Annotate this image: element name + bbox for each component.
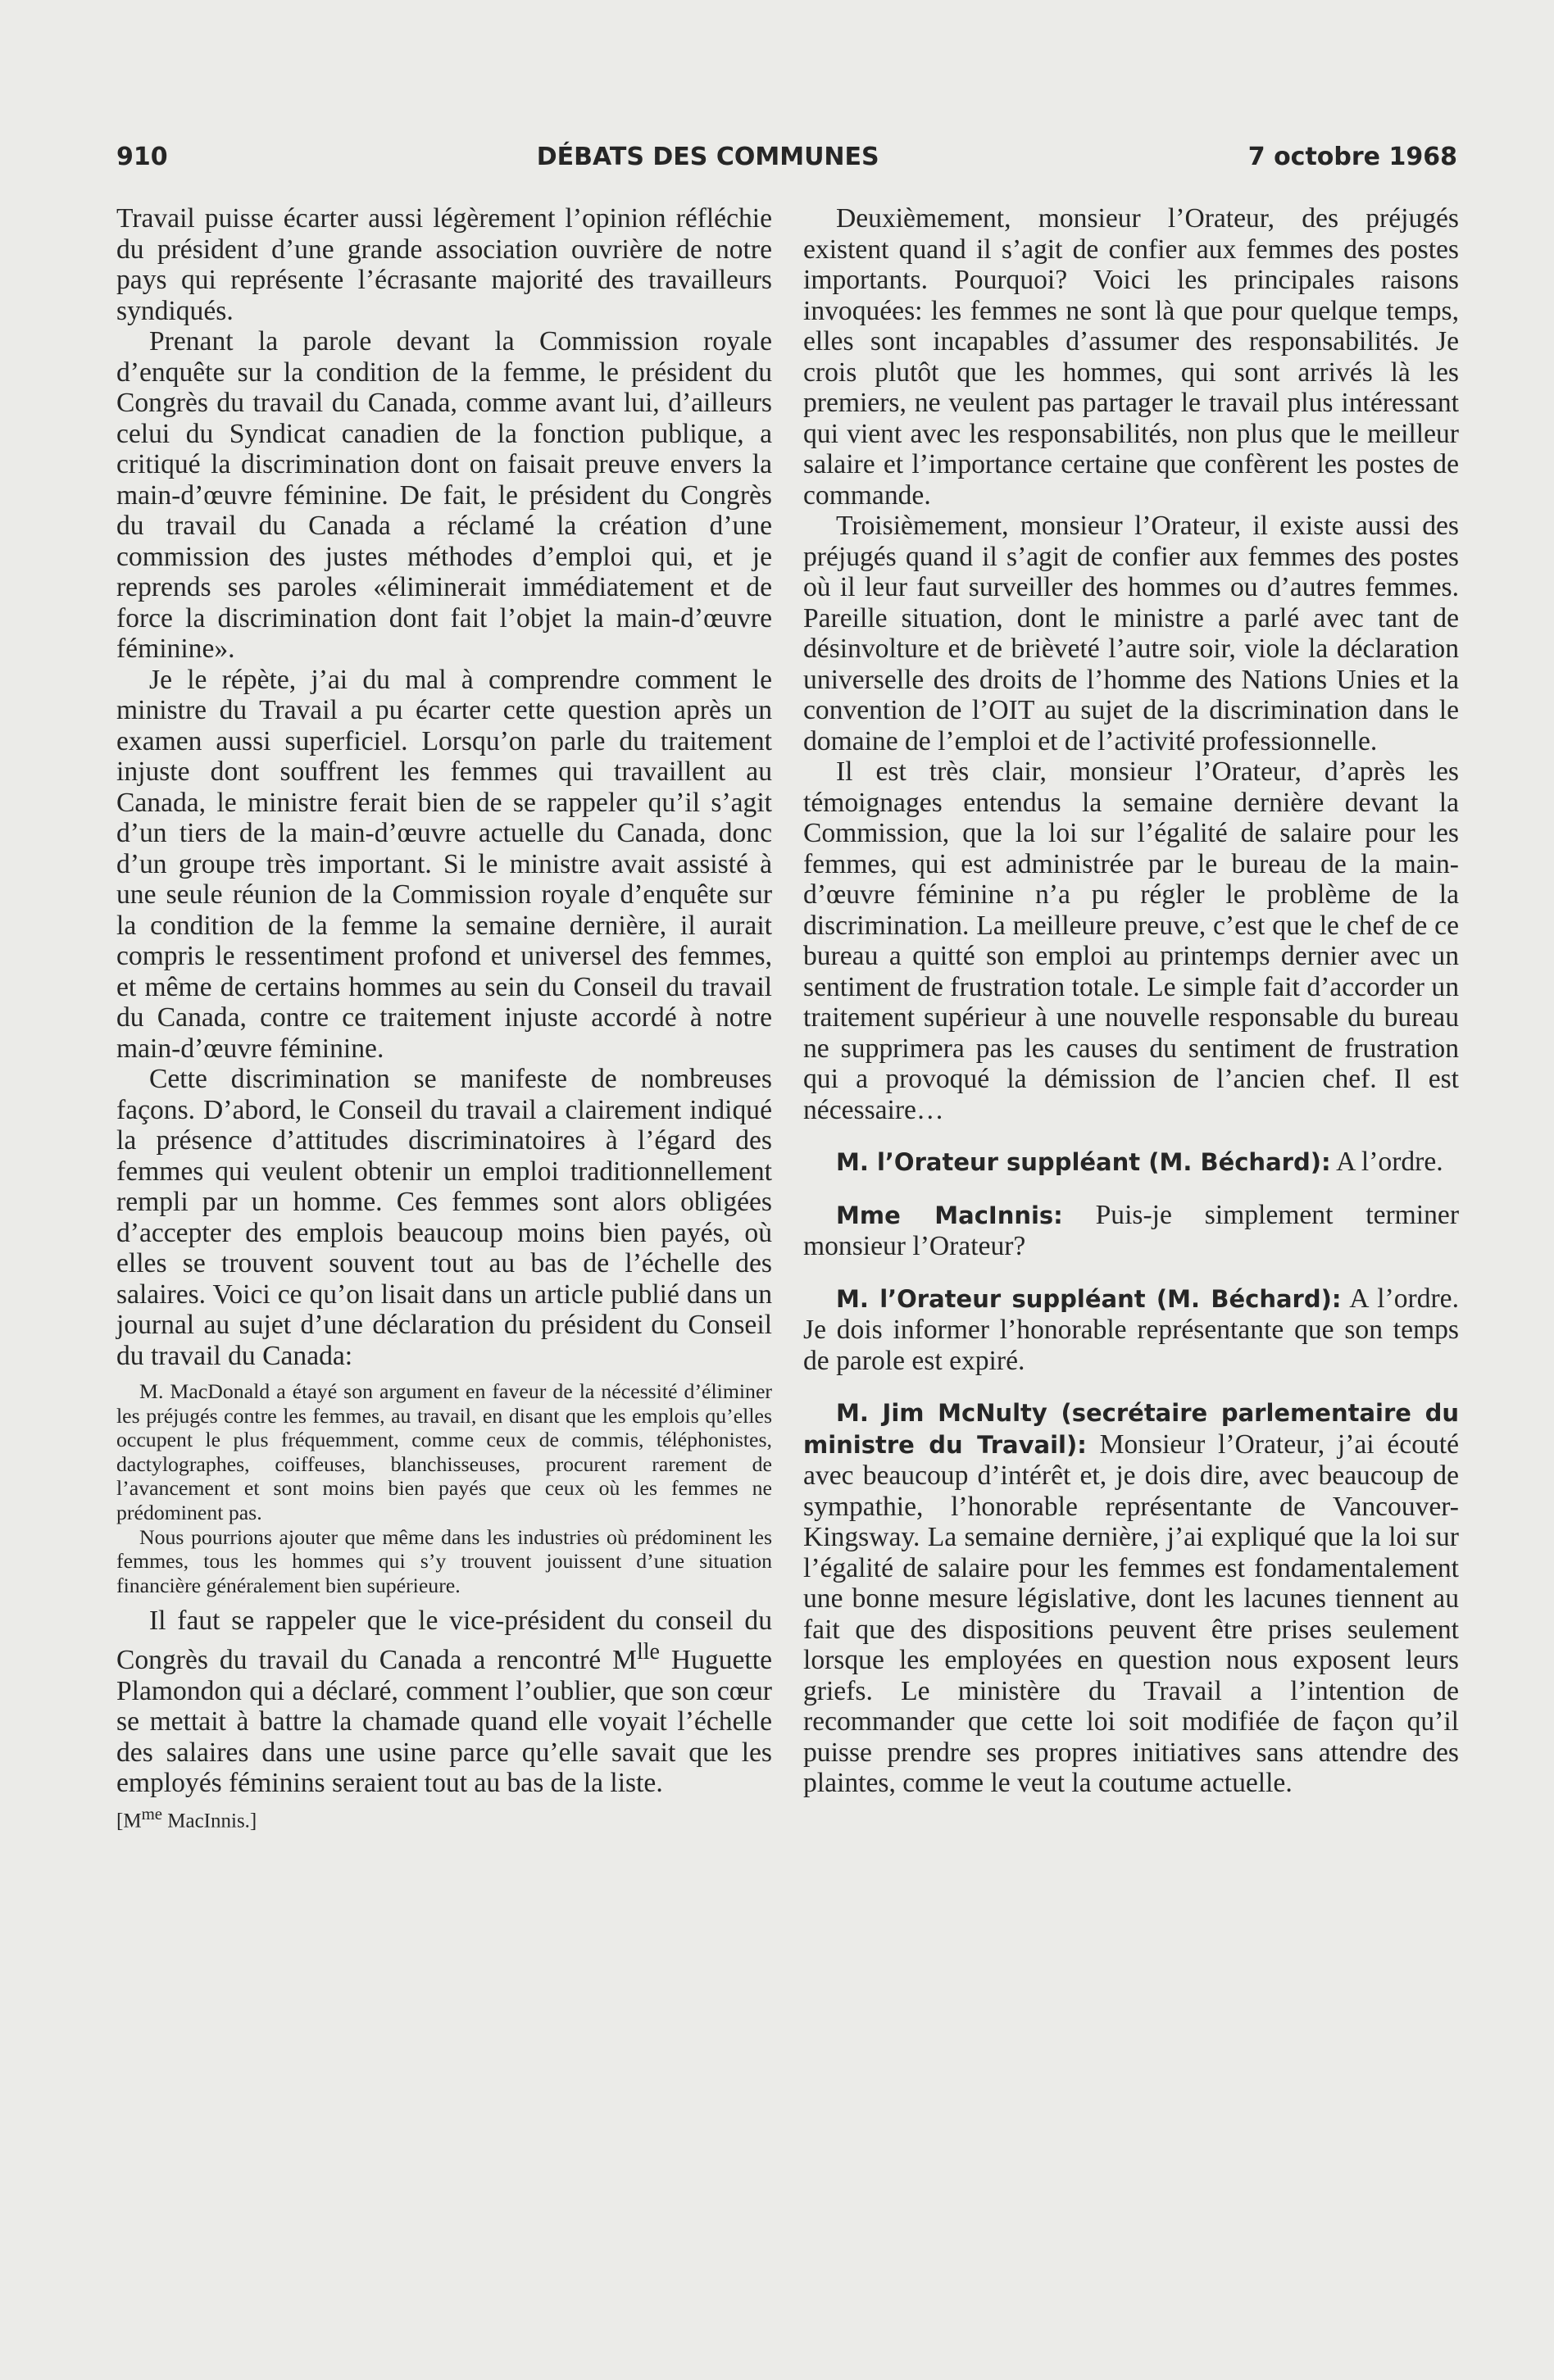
text-run: MacInnis.] <box>162 1809 257 1832</box>
paragraph: Travail puisse écarter aussi légèrement l’opinion réfléchie du président d’une grande association ouvrière de notre pays qui représente l’écrasante majorité des travailleurs syndiqués. <box>116 203 772 326</box>
speaker-name: M. l’Orateur suppléant (M. Béchard): <box>836 1284 1342 1313</box>
right-column <box>803 203 1459 1799</box>
superscript: me <box>141 1803 163 1824</box>
text-run: [M <box>116 1809 142 1832</box>
speaker-name: M. l’Orateur suppléant (M. Béchard): <box>836 1148 1331 1176</box>
paragraph <box>116 1606 772 1798</box>
paragraph: Cette discrimination se manifeste de nombreuses façons. D’abord, le Conseil du travail a clairement indiqué la présence d’attitudes discriminatoires à l’égard des femmes qui veulent obtenir un emploi traditionnellement rempli par un homme. Ces femmes sont alors obligées d’accepter des emplois beaucoup moins bien payés, où elles se trouvent souvent tout au bas de l’échelle des salaires. Voici ce qu’on lisait dans un article publié dans un journal au sujet d’une déclaration du président du Conseil du travail du Canada: <box>116 1064 772 1371</box>
block-quote <box>116 1379 772 1597</box>
text-run: Il faut se rappeler que le vice-président du conseil du Congrès du travail du Canada a rencontré M <box>116 1606 772 1676</box>
speech-text: Puis-je simplement terminer monsieur l’Orateur? <box>803 1199 1460 1261</box>
paragraph: Prenant la parole devant la Commission royale d’enquête sur la condition de la femme, le président du Congrès du travail du Canada, comme avant lui, d’ailleurs celui du Syndicat canadien de la fonction publique, a critiqué la discrimination dont on faisait preuve envers la main-d’œuvre féminine. De fait, le président du Congrès du travail du Canada a réclamé la création d’une commission des justes méthodes d’emploi qui, et je reprends ses paroles «éliminerait immédiatement et de force la discrimination dont fait l’objet la main-d’œuvre féminine». <box>116 326 772 664</box>
page-header <box>116 138 1457 175</box>
speech-entry <box>803 1283 1459 1377</box>
text-run: Huguette Plamondon qui a déclaré, comment l’oublier, que son cœur se mettait à battre la chamade quand elle voyait l’échelle des salaires dans une usine parce qu’elle savait que les employés féminins seraient tout au bas de la liste. <box>116 1645 772 1799</box>
speech-entry <box>803 1147 1459 1179</box>
paragraph: Il est très clair, monsieur l’Orateur, d’après les témoignages entendus la semaine dernière devant la Commission, que la loi sur l’égalité de salaire pour les femmes, qui est administrée par le bureau de la main-d’œuvre féminine n’a pu régler le problème de la discrimination. La meilleure preuve, c’est que le chef de ce bureau a quitté son emploi au printemps dernier avec un sentiment de frustration totale. Le simple fait d’accorder un traitement supérieur à une nouvelle responsable du bureau ne supprimera pas les causes du sentiment de frustration qui a provoqué la démission de l’ancien chef. Il est nécessaire… <box>803 756 1459 1125</box>
page-date: 7 octobre 1968 <box>1247 142 1457 171</box>
speech-entry <box>803 1200 1459 1262</box>
left-column <box>116 203 772 1836</box>
speaker-note <box>116 1799 772 1837</box>
speech-text: A l’ordre. Je dois informer l’honorable représentante que son temps de parole est expiré. <box>803 1283 1459 1376</box>
speech-entry <box>803 1397 1459 1799</box>
paragraph: Troisièmement, monsieur l’Orateur, il existe aussi des préjugés quand il s’agit de confier aux femmes des postes où il leur faut surveiller des hommes ou d’autres femmes. Pareille situation, dont le ministre a parlé avec tant de désinvolture et de brièveté l’autre soir, viole la déclaration universelle des droits de l’homme des Nations Unies et la convention de l’OIT au sujet de la discrimination dans le domaine de l’emploi et de l’activité professionnelle. <box>803 511 1459 756</box>
speech-text: Monsieur l’Orateur, j’ai écouté avec beaucoup d’intérêt et, je dois dire, avec beaucoup de sympathie, l’honorable représentante de Vancouver-Kingsway. La semaine dernière, j’ai expliqué que la loi sur l’égalité de salaire pour les femmes est fondamentalement une bonne mesure législative, dont les lacunes tiennent au fait que des dispositions peuvent être prises seulement lorsque les employées en question nous exposent leurs griefs. Le ministère du Travail a l’intention de recommander que cette loi soit modifiée de façon qu’il puisse prendre ses propres initiatives sans attendre des plaintes, comme le veut la coutume actuelle. <box>803 1428 1459 1798</box>
quote-paragraph: M. MacDonald a étayé son argument en faveur de la nécessité d’éliminer les préjugés contre les femmes, au travail, en disant que les emplois qu’elles occupent le plus fréquemment, comme ceux de commis, téléphonistes, dactylographes, coiffeuses, blanchisseuses, procurent rarement de l’avancement et sont moins bien payés que ceux où les femmes ne prédominent pas. <box>116 1379 772 1524</box>
superscript: lle <box>636 1638 660 1665</box>
publication-title: DÉBATS DES COMMUNES <box>536 142 879 171</box>
paragraph: Deuxièmement, monsieur l’Orateur, des préjugés existent quand il s’agit de confier aux femmes des postes importants. Pourquoi? Voici les principales raisons invoquées: les femmes ne sont là que pour quelque temps, elles sont incapables d’assumer des responsabilités. Je crois plutôt que les hommes, qui sont arrivés là les premiers, ne veulent pas partager le travail plus intéressant qui vient avec les responsabilités, non plus que le meilleur salaire et l’importance certaine que confèrent les postes de commande. <box>803 203 1459 511</box>
quote-paragraph: Nous pourrions ajouter que même dans les industries où prédominent les femmes, tous les hommes qui s’y trouvent jouissent d’une situation financière généralement bien supérieure. <box>116 1524 772 1597</box>
speaker-name: Mme MacInnis: <box>836 1201 1063 1229</box>
page-number: 910 <box>116 142 168 171</box>
speaker-name: M. Jim McNulty (secrétaire parlementaire du ministre du Travail): <box>803 1399 1459 1459</box>
speech-text: A l’ordre. <box>1330 1147 1443 1177</box>
paragraph: Je le répète, j’ai du mal à comprendre comment le ministre du Travail a pu écarter cette question après un examen aussi superficiel. Lorsqu’on parle du traitement injuste dont souffrent les femmes qui travaillent au Canada, le ministre ferait bien de se rappeler qu’il s’agit d’un tiers de la main-d’œuvre actuelle du Canada, donc d’un groupe très important. Si le ministre avait assisté à une seule réunion de la Commission royale d’enquête sur la condition de la femme la semaine dernière, il aurait compris le ressentiment profond et universel des femmes, et même de certains hommes au sein du Conseil du travail du Canada, contre ce traitement injuste accordé à notre main-d’œuvre féminine. <box>116 664 772 1064</box>
